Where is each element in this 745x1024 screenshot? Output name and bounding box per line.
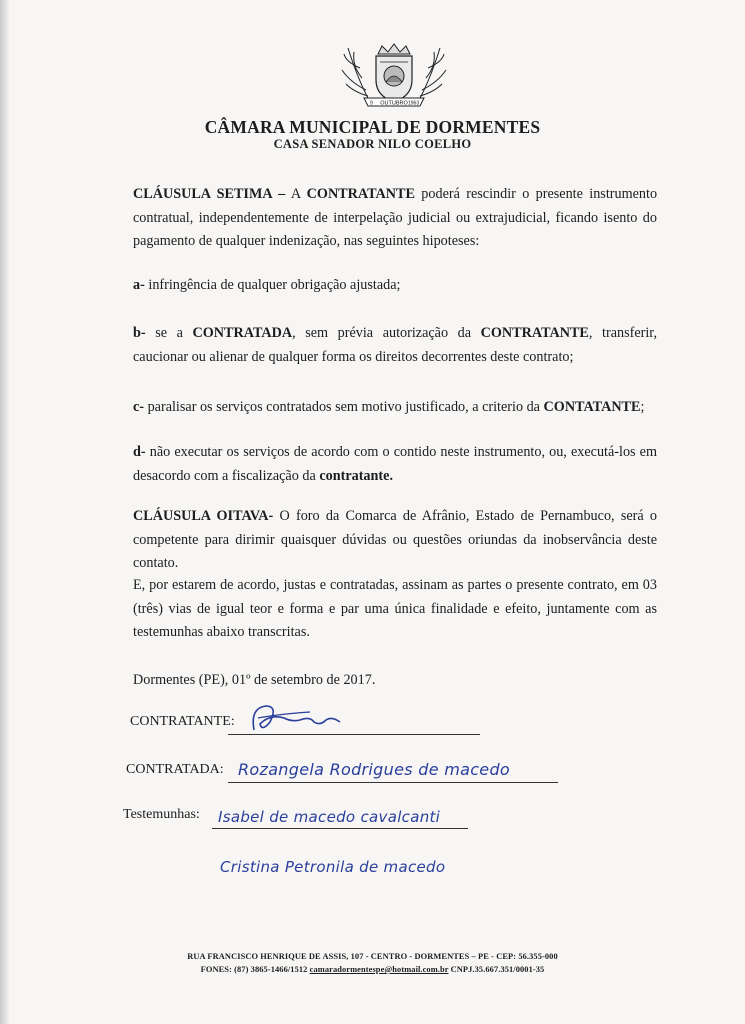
item-a-text: infringência de qualquer obrigação ajustada;	[148, 277, 401, 293]
place-date: Dormentes (PE), 01º de setembro de 2017.	[133, 672, 376, 688]
closing-paragraph: E, por estarem de acordo, justas e contratadas, assinam as partes o presente contrato, em 03 (três) vias de igual teor e forma e par uma única finalidade e efeito, juntamente com as testemunhas abaixo transcritas.	[133, 577, 657, 640]
contratada-label: CONTRATADA:	[126, 762, 224, 777]
item-c-party: CONTATANTE	[543, 399, 641, 415]
item-b-text-3: , transferir, caucionar ou alienar de qualquer forma os direitos decorrentes deste contrato;	[133, 325, 658, 365]
contratada-signature-line	[228, 782, 558, 783]
item-c-text: paralisar os serviços contratados sem motivo justificado, a criterio da	[147, 399, 540, 415]
clause-seven-party: CONTRATANTE	[306, 186, 415, 202]
item-d-text: não executar os serviços de acordo com o contido neste instrumento, ou, executá-los em desacordo com a fiscalização da	[133, 444, 657, 484]
item-b-party-2: CONTRATANTE	[480, 325, 589, 341]
contratante-signature-mark	[240, 700, 360, 740]
municipal-crest-logo	[340, 40, 448, 110]
page-title: CÂMARA MUNICIPAL DE DORMENTES	[204, 117, 541, 137]
crest-day: 9	[370, 100, 373, 107]
clause-eight-heading: CLÁUSULA OITAVA-	[133, 508, 274, 524]
witness1-signature: Isabel de macedo cavalcanti	[218, 808, 441, 826]
item-b-text-2: , sem prévia autorização da	[292, 325, 472, 341]
item-c	[133, 396, 657, 420]
item-d-party: contratante.	[319, 467, 393, 484]
witness1-signature-line	[212, 828, 468, 829]
item-a-label: a-	[133, 277, 145, 293]
footer-cnpj: CNPJ.35.667.351/0001-35	[450, 965, 545, 974]
clause-eight-paragraph	[133, 505, 657, 576]
witness2-signature: Cristina Petronila de macedo	[220, 858, 446, 876]
testemunhas-label: Testemunhas:	[123, 807, 200, 822]
crest-year: 1963	[408, 100, 420, 107]
item-c-label: c-	[133, 399, 145, 415]
clause-seven-article: A	[290, 186, 301, 202]
item-d	[133, 441, 657, 488]
footer-contact	[0, 965, 745, 974]
item-b-party-1: CONTRATADA	[192, 325, 293, 341]
item-b-text-1: se a	[155, 325, 183, 341]
footer-address: RUA FRANCISCO HENRIQUE DE ASSIS, 107 - CENTRO - DORMENTES – PE - CEP: 56.355-000	[187, 952, 558, 961]
clause-seven-text: poderá rescindir o presente instrumento contratual, independentemente de interpelação judicial ou extrajudicial, ficando isento do pagamento de qualquer indenização, nas seguintes hipoteses:	[133, 186, 658, 249]
item-b-label: b-	[133, 325, 146, 341]
footer-phones: FONES: (87) 3865-1466/1512	[200, 965, 308, 974]
item-d-label: d-	[133, 444, 146, 460]
crest-ribbon-text: OUTUBRO	[380, 100, 408, 107]
item-a	[133, 274, 657, 298]
clause-seven-heading: CLÁUSULA SETIMA –	[133, 186, 286, 202]
page-subtitle: CASA SENADOR NILO COELHO	[273, 137, 472, 151]
contratante-label: CONTRATANTE:	[130, 714, 235, 729]
item-c-end: ;	[640, 399, 645, 415]
item-b	[133, 322, 657, 369]
contratada-signature: Rozangela Rodrigues de macedo	[238, 760, 510, 779]
clause-seven-paragraph	[133, 183, 657, 254]
footer-email-link[interactable]: camaradormentespe@hotmail.com.br	[309, 965, 449, 974]
scan-edge-shadow	[0, 0, 10, 1024]
clause-eight-text: O foro da Comarca de Afrânio, Estado de Pernambuco, será o competente para dirimir quaisquer dúvidas ou questões oriundas da inobservância deste contato.	[133, 508, 657, 571]
